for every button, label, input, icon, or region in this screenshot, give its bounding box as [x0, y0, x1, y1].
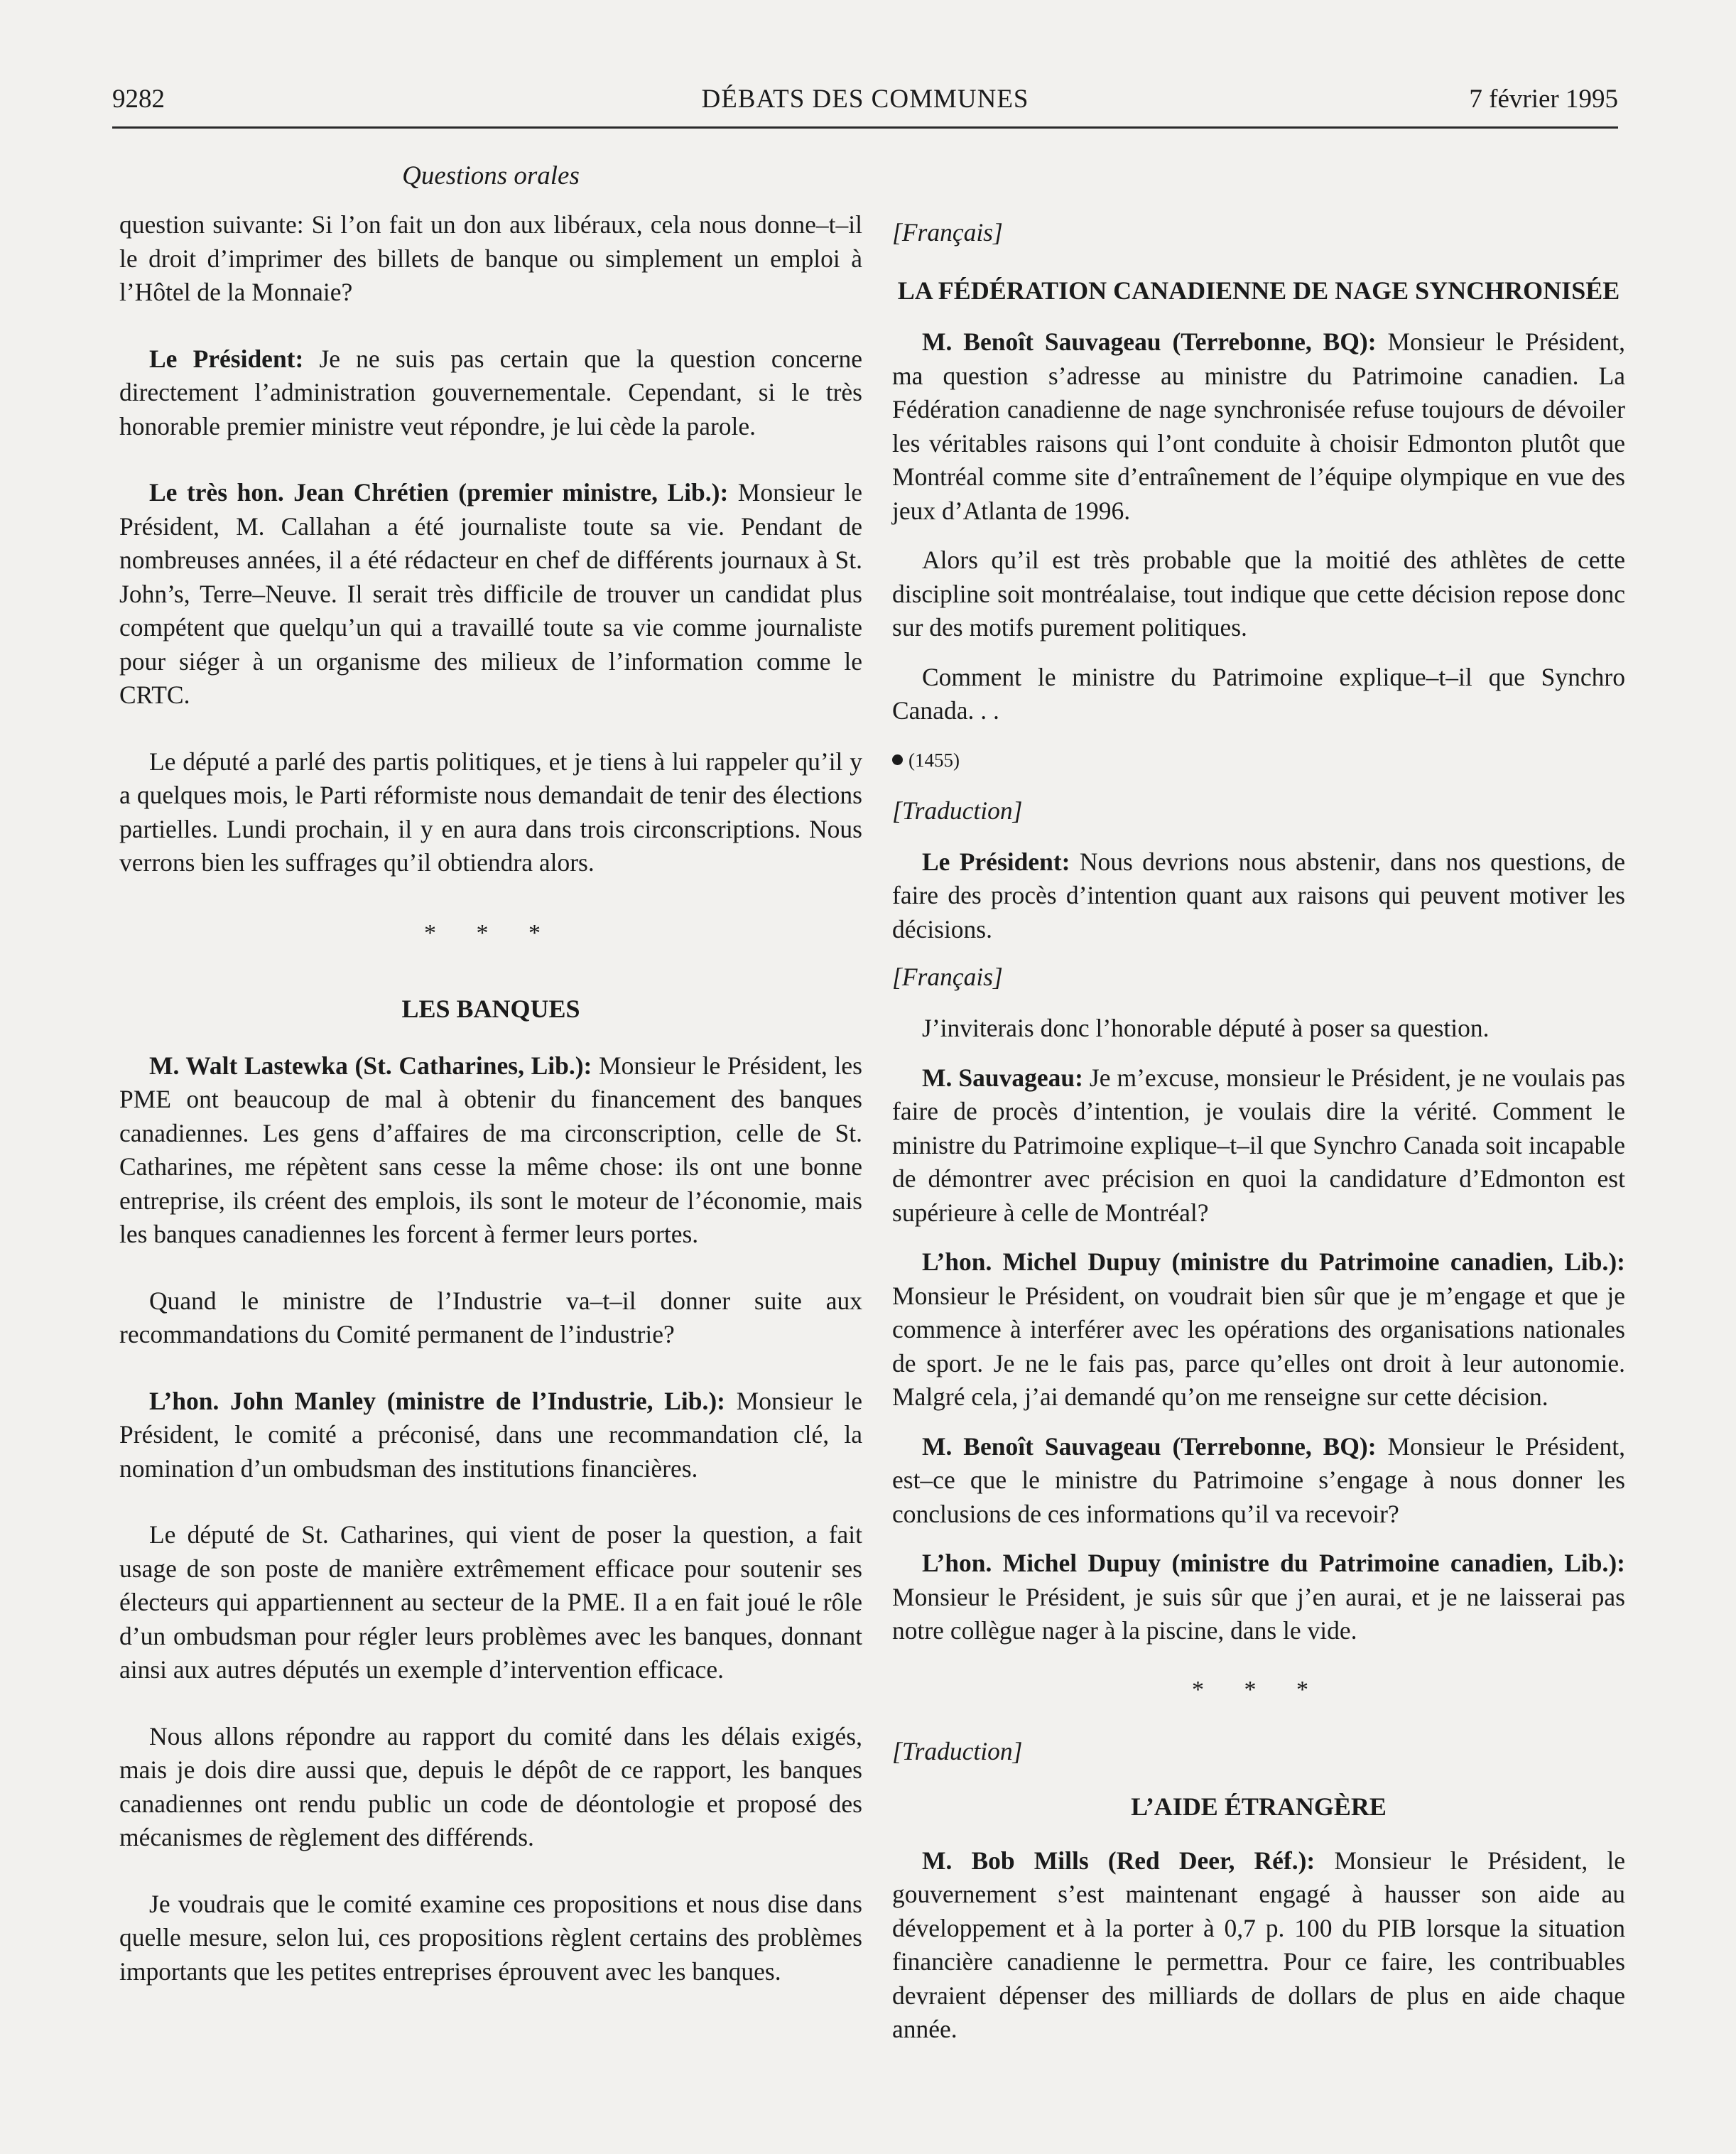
section-separator: * * *: [1192, 1676, 1325, 1703]
paragraph: J’inviterais donc l’honorable député à poser sa question.: [922, 1014, 1490, 1042]
speech-text: Je m’excuse, monsieur le Président, je ne voulais pas faire de procès d’intention, je voulais dire la vérité. Comment le ministre du Patrimoine explique–t–il que Synchro Canada soit incapable de démontrer avec précision en quoi la candidature d’Edmonton est supérieure à celle de Montréal?: [892, 1063, 1625, 1227]
paragraph: Le député a parlé des partis politiques, et je tiens à lui rappeler qu’il y a quelques mois, le Parti réformiste nous demandait de tenir des élections partielles. Lundi prochain, il y en aura dans trois circonscriptions. Nous verrons bien les suffrages qu’il obtiendra alors.: [119, 747, 862, 877]
section-heading: LES BANQUES: [401, 994, 580, 1023]
page-number: 9282: [112, 85, 165, 114]
section-heading: LA FÉDÉRATION CANADIENNE DE NAGE SYNCHRONISÉE: [897, 276, 1620, 305]
left-column: [119, 161, 862, 2021]
paragraph: Le député de St. Catharines, qui vient de poser la question, a fait usage de son poste de manière extrêmement efficace pour soutenir ses électeurs qui appartiennent au secteur de la PME. Il a en fait joué le rôle d’un ombudsman pour régler leurs problèmes avec les banques, donnant ainsi aux autres députés un exemple d’intervention efficace.: [119, 1520, 862, 1684]
speech-text: Monsieur le Président, ma question s’adresse au ministre du Patrimoine canadien. La Fédération canadienne de nage synchronisée refuse toujours de dévoiler les véritables raisons qui l’ont conduite à choisir Edmonton plutôt que Montréal comme site d’entraînement de l’équipe olympique en vue des jeux d’Atlanta de 1996.: [892, 328, 1626, 525]
speaker-name: Le Président:: [922, 847, 1070, 876]
speaker-name: M. Sauvageau:: [922, 1063, 1083, 1092]
speech-text: Monsieur le Président, est–ce que le ministre du Patrimoine s’engage à nous donner les conclusions de ces informations qu’il va recevoir?: [892, 1432, 1626, 1528]
speech-text: Monsieur le Président, je suis sûr que j’en aurai, et je ne laisserai pas notre collègue nager à la piscine, dans le vide.: [892, 1582, 1625, 1645]
section-title: Questions orales: [402, 161, 580, 190]
speaker-name: Le Président:: [149, 344, 304, 373]
publication-date: 7 février 1995: [1469, 85, 1618, 114]
timestamp: (1455): [892, 749, 1625, 772]
speech-text: Monsieur le Président, M. Callahan a été journaliste toute sa vie. Pendant de nombreuses années, il a été rédacteur en chef de différents journaux à St. John’s, Terre–Neuve. Il serait très difficile de trouver un candidat plus compétent que quelqu’un qui a travaillé toute sa vie comme journaliste pour siéger à un organisme des milieux de l’information comme le CRTC.: [119, 478, 862, 709]
paragraph: [892, 1844, 1625, 2047]
paragraph: [892, 845, 1625, 947]
section-heading: L’AIDE ÉTRANGÈRE: [1131, 1792, 1387, 1821]
paragraph: Alors qu’il est très probable que la moitié des athlètes de cette discipline soit montréalaise, tout indique que cette décision repose donc sur des motifs purement politiques.: [892, 546, 1625, 642]
speech-text: Monsieur le Président, le gouvernement s’est maintenant engagé à hausser son aide au développement et à la porter à 0,7 p. 100 du PIB lorsque la situation financière canadienne le permettra. Pour ce faire, les contribuables devraient dépenser des milliards de dollars de plus en aide chaque année.: [892, 1846, 1626, 2043]
paragraph: [892, 1547, 1625, 1648]
language-marker: [Français]: [892, 963, 1003, 991]
paragraph: Nous allons répondre au rapport du comité dans les délais exigés, mais je dois dire aussi que, depuis le dépôt de ce rapport, les banques canadiennes ont rendu public un code de déontologie et proposé des mécanismes de règlement des différends.: [119, 1721, 862, 1851]
publication-title: DÉBATS DES COMMUNES: [701, 85, 1029, 114]
speaker-name: M. Benoît Sauvageau (Terrebonne, BQ):: [922, 328, 1377, 356]
paragraph: [119, 1385, 862, 1486]
speech-text: Nous devrions nous abstenir, dans nos questions, de faire des procès d’intention quant aux raisons qui peuvent motiver les décisions.: [892, 847, 1625, 943]
paragraph: Quand le ministre de l’Industrie va–t–il donner suite aux recommandations du Comité permanent de l’industrie?: [119, 1286, 862, 1348]
speech-text: Monsieur le Président, les PME ont beaucoup de mal à obtenir du financement des banques canadiennes. Les gens d’affaires de ma circonscription, celle de St. Catharines, me répètent sans cesse la même chose: ils ont une bonne entreprise, ils créent des emplois, ils sont le moteur de l’économie, mais les banques canadiennes les forcent à fermer leurs portes.: [119, 1051, 862, 1248]
speaker-name: L’hon. John Manley (ministre de l’Industrie, Lib.):: [149, 1386, 725, 1415]
section-separator: * * *: [424, 919, 558, 946]
page-header: [112, 84, 1618, 129]
speaker-name: M. Bob Mills (Red Deer, Réf.):: [922, 1846, 1315, 1875]
paragraph: Comment le ministre du Patrimoine explique–t–il que Synchro Canada. . .: [892, 662, 1625, 725]
speaker-name: L’hon. Michel Dupuy (ministre du Patrimoine canadien, Lib.):: [922, 1248, 1625, 1276]
paragraph: Je voudrais que le comité examine ces propositions et nous dise dans quelle mesure, selon lui, ces propositions règlent certains des problèmes importants que les petites entreprises éprouvent avec les banques.: [119, 1889, 862, 1986]
paragraph: [892, 1245, 1625, 1414]
speaker-name: M. Benoît Sauvageau (Terrebonne, BQ):: [922, 1432, 1377, 1461]
speaker-name: Le très hon. Jean Chrétien (premier ministre, Lib.):: [149, 478, 729, 507]
language-marker: [Traduction]: [892, 1736, 1023, 1765]
speech-text: Je ne suis pas certain que la question concerne directement l’administration gouvernementale. Cependant, si le très honorable premier ministre veut répondre, je lui cède la parole.: [119, 344, 863, 440]
bullet-icon: [892, 754, 903, 765]
paragraph: [119, 1049, 862, 1252]
paragraph: [892, 1061, 1625, 1230]
language-marker: [Traduction]: [892, 796, 1023, 825]
language-marker: [Français]: [892, 218, 1003, 247]
speech-text: Monsieur le Président, le comité a préconisé, dans une recommandation clé, la nomination d’un ombudsman des institutions financières.: [119, 1386, 862, 1483]
paragraph: [892, 1430, 1625, 1532]
speaker-name: M. Walt Lastewka (St. Catharines, Lib.):: [149, 1051, 592, 1080]
paragraph: [892, 325, 1625, 528]
speech-text: Monsieur le Président, on voudrait bien sûr que je m’engage et que je commence à interférer avec les opérations des organisations nationales de sport. Je ne le fais pas, parce qu’elles ont droit à leur autonomie. Malgré cela, j’ai demandé qu’on me renseigne sur cette décision.: [892, 1281, 1625, 1411]
paragraph: question suivante: Si l’on fait un don aux libéraux, cela nous donne–t–il le droit d’imprimer des billets de banque ou simplement un emploi à l’Hôtel de la Monnaie?: [119, 210, 862, 306]
paragraph: [119, 342, 862, 444]
right-column: [892, 161, 1625, 2079]
paragraph: [119, 476, 862, 713]
speaker-name: L’hon. Michel Dupuy (ministre du Patrimoine canadien, Lib.):: [922, 1549, 1625, 1577]
